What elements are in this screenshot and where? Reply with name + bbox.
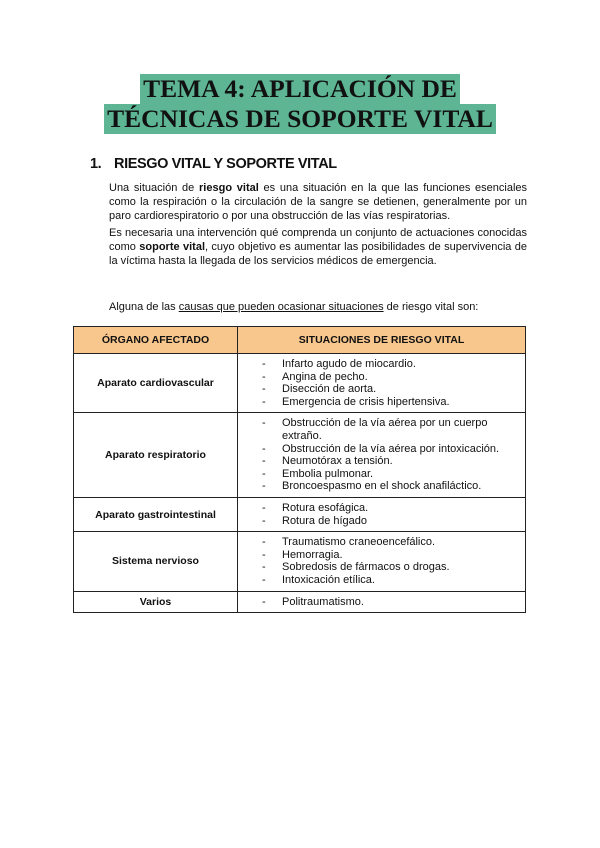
list-item: - Neumotórax a tensión.	[262, 455, 517, 468]
paragraph-bold-term: soporte vital	[139, 241, 205, 253]
list-item: - Traumatismo craneoencefálico.	[262, 536, 517, 549]
table-row	[74, 532, 526, 591]
table-header-row	[74, 327, 526, 354]
paragraph-text: Es necesaria una intervención qué comprenda un conjunto de actuaciones conocidas como	[109, 227, 527, 253]
table-row	[74, 354, 526, 413]
list-item: - Sobredosis de fármacos o drogas.	[262, 561, 517, 574]
title-line-1: TEMA 4: APLICACIÓN DE	[140, 74, 460, 104]
table-intro	[109, 300, 478, 314]
risk-table	[73, 326, 526, 613]
paragraph-text: Una situación de	[109, 182, 200, 194]
situations-cell	[238, 532, 526, 591]
paragraph-text: , cuyo objetivo es aumentar las posibilidades de supervivencia de la víctima hasta la llegada de los servicios médicos de emergencia.	[109, 241, 527, 267]
table-row	[74, 591, 526, 613]
list-item: - Intoxicación etílica.	[262, 574, 517, 587]
section-title: RIESGO VITAL Y SOPORTE VITAL	[114, 156, 337, 172]
list-item: - Broncoespasmo en el shock anafiláctico.	[262, 480, 517, 493]
list-item: - Emergencia de crisis hipertensiva.	[262, 396, 517, 409]
title-line-2: TÉCNICAS DE SOPORTE VITAL	[104, 104, 496, 134]
table-row	[74, 497, 526, 531]
organ-cell: Aparato respiratorio	[74, 413, 238, 498]
paragraph-bold-term: riesgo vital	[199, 182, 259, 194]
list-item: - Obstrucción de la vía aérea por un cuerpo extraño.	[262, 417, 517, 442]
organ-cell: Aparato cardiovascular	[74, 354, 238, 413]
organ-cell: Sistema nervioso	[74, 532, 238, 591]
list-item: - Obstrucción de la vía aérea por intoxicación.	[262, 443, 517, 456]
paragraph-riesgo-vital	[109, 181, 527, 223]
organ-cell: Varios	[74, 591, 238, 613]
section-number: 1.	[90, 156, 102, 172]
situations-cell	[238, 497, 526, 531]
page-title	[0, 74, 600, 134]
situations-cell	[238, 354, 526, 413]
list-item: - Embolia pulmonar.	[262, 468, 517, 481]
section-heading	[90, 156, 337, 172]
list-item: - Disección de aorta.	[262, 383, 517, 396]
list-item: - Rotura esofágica.	[262, 502, 517, 515]
organ-cell: Aparato gastrointestinal	[74, 497, 238, 531]
intro-text: Alguna de las	[109, 301, 179, 313]
situations-cell	[238, 413, 526, 498]
intro-underlined: causas que pueden ocasionar situaciones	[178, 301, 384, 313]
paragraph-soporte-vital	[109, 226, 527, 268]
list-item: - Hemorragia.	[262, 549, 517, 562]
situations-cell	[238, 591, 526, 613]
list-item: - Infarto agudo de miocardio.	[262, 358, 517, 371]
header-situations: SITUACIONES DE RIESGO VITAL	[238, 327, 526, 354]
intro-text: de riesgo vital son:	[383, 301, 479, 313]
list-item: - Politraumatismo.	[262, 596, 517, 609]
paragraph-text: es una situación en la que las funciones esenciales como la respiración o la circulación de la sangre se detienen, generalmente por un paro cardiorespiratorio o por una obstrucción de las vías respiratorias.	[109, 182, 528, 222]
list-item: - Rotura de hígado	[262, 515, 517, 528]
table-row	[74, 413, 526, 498]
header-organ: ÓRGANO AFECTADO	[74, 327, 238, 354]
list-item: - Angina de pecho.	[262, 371, 517, 384]
